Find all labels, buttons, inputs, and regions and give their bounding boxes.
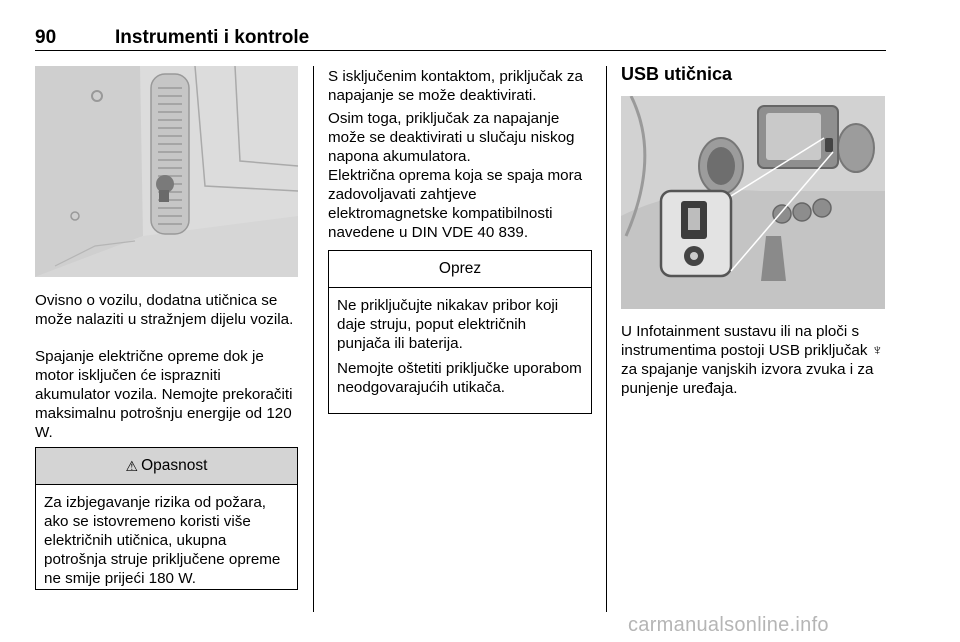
body-paragraph: Spajanje električne opreme dok je motor isključen će isprazniti akumulator vozila. Nemojte prekoračiti maksimalnu potrošnju energije od 120 W. [35, 348, 293, 441]
page-number: 90 [35, 27, 57, 48]
caution-title: Oprez [438, 260, 482, 277]
column-divider [313, 66, 314, 612]
page-header [35, 27, 886, 51]
watermark: carmanualsonline.info [628, 614, 829, 636]
rear-socket-illustration [35, 66, 298, 277]
danger-title: Opasnost [141, 457, 208, 474]
caution-box [328, 250, 592, 414]
warning-icon: ⚠ [125, 457, 139, 474]
paragraph-deactivation: S isključenim kontaktom, priključak za napajanje se može deaktivirati. [328, 68, 583, 104]
caution-text-1: Ne priključujte nikakav pribor koji daje struju, poput električnih punjača ili baterija. [337, 297, 559, 352]
header-rule [35, 50, 886, 51]
danger-box-header [36, 448, 297, 485]
caution-box-body [329, 288, 591, 397]
danger-box [35, 447, 298, 590]
caution-box-header [329, 251, 591, 288]
usb-paragraph: U Infotainment sustavu ili na ploči s instrumentima postoji USB priključak ♆ za spajanje vanjskih izvora zvuka i za punjenje uređaja. [621, 323, 884, 397]
danger-text: Za izbjegavanje rizika od požara, ako se istovremeno koristi više električnih utičnica, ukupna potrošnja struje priključene opreme ne smije prijeći 180 W. [44, 494, 281, 587]
caution-text-2: Nemojte oštetiti priključke uporabom neodgovarajućih utikača. [337, 360, 582, 396]
intro-paragraph: Ovisno o vozilu, dodatna utičnica se može nalaziti u stražnjem dijelu vozila. [35, 292, 294, 328]
column-divider [606, 66, 607, 612]
danger-box-body [36, 485, 297, 588]
paragraph-emc: Električna oprema koja se spaja mora zadovoljavati zahtjeve elektromagnetske kompatibilnosti navedene u DIN VDE 40 839. [328, 167, 583, 241]
usb-socket-illustration [621, 96, 885, 309]
usb-section-title: USB utičnica [621, 64, 733, 84]
paragraph-low-voltage: Osim toga, priključak za napajanje može se deaktivirati u slučaju niskog napona akumulatora. [328, 110, 575, 165]
chapter-title: Instrumenti i kontrole [115, 27, 310, 48]
